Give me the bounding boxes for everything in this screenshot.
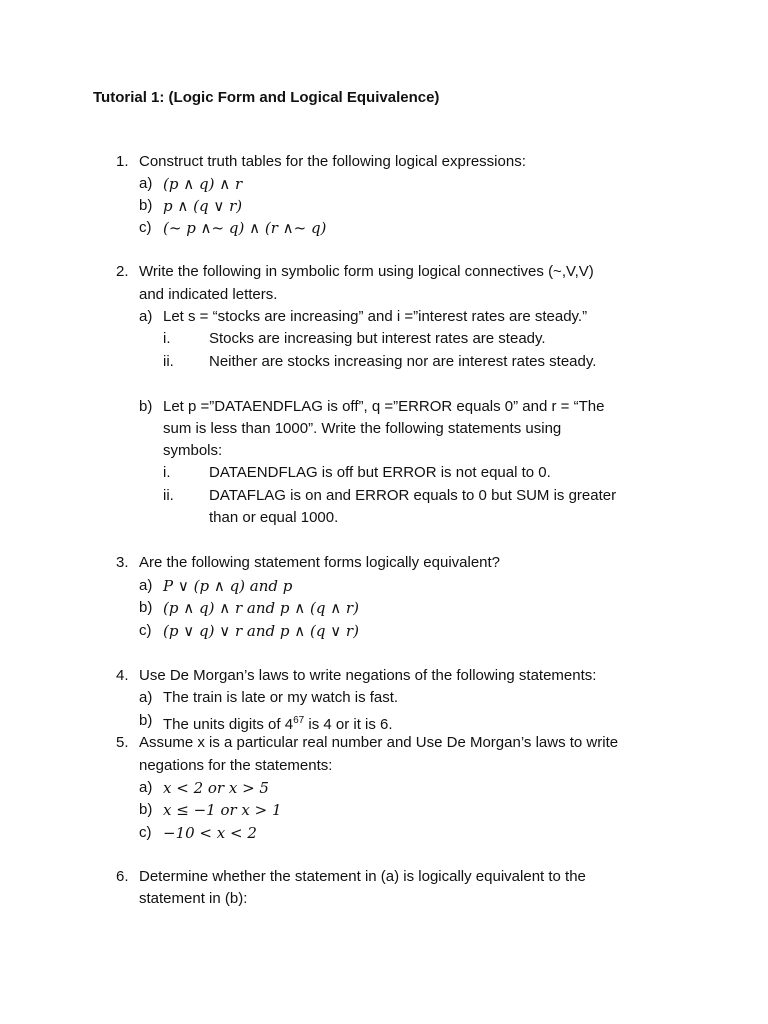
q1-b-label: b)	[139, 197, 153, 214]
q2-text-line1: Write the following in symbolic form using logical connectives (~,V,V)	[139, 263, 594, 280]
q2-a-i-label: i.	[163, 330, 171, 347]
q2-a-text: Let s = “stocks are increasing” and i =”interest rates are steady.”	[163, 308, 588, 325]
q5-b-expression: x ≤ −1 or x > 1	[163, 801, 282, 819]
q5-a-expression: x < 2 or x > 5	[163, 779, 269, 797]
q2-a-i-text: Stocks are increasing but interest rates are steady.	[209, 330, 546, 347]
q2-b-label: b)	[139, 398, 153, 415]
q2-a-ii-text: Neither are stocks increasing nor are interest rates steady.	[209, 353, 597, 370]
q4-b-text-pre: The units digits of 4	[163, 716, 294, 733]
q2-b-i-label: i.	[163, 464, 171, 481]
q2-b-ii-text-line1: DATAFLAG is on and ERROR equals to 0 but SUM is greater	[209, 487, 617, 504]
q3-number: 3.	[116, 554, 129, 571]
q4-b-text	[163, 711, 393, 735]
q2-b-ii-label: ii.	[163, 487, 174, 504]
q5-c-expression: −10 < x < 2	[163, 824, 257, 842]
q1-a-expression: (p ∧ q) ∧ r	[163, 175, 243, 193]
q2-a-ii-label: ii.	[163, 353, 174, 370]
q2-b-text-line2: sum is less than 1000”. Write the following statements using	[163, 420, 562, 437]
q6-number: 6.	[116, 868, 129, 885]
q4-b-exponent: 67	[293, 715, 305, 726]
q1-text: Construct truth tables for the following logical expressions:	[139, 153, 526, 170]
q3-a-label: a)	[139, 577, 153, 594]
q5-b-label: b)	[139, 801, 153, 818]
q4-b-label: b)	[139, 712, 153, 729]
q5-number: 5.	[116, 734, 129, 751]
q2-b-text-line3: symbols:	[163, 442, 223, 459]
q2-number: 2.	[116, 263, 129, 280]
q3-c-expression: (p ∨ q) ∨ r and p ∧ (q ∨ r)	[163, 622, 359, 640]
q3-c-label: c)	[139, 622, 152, 639]
q2-b-i-text: DATAENDFLAG is off but ERROR is not equal to 0.	[209, 464, 551, 481]
q2-a-label: a)	[139, 308, 153, 325]
q2-b-text-line1: Let p =”DATAENDFLAG is off”, q =”ERROR equals 0” and r = “The	[163, 398, 605, 415]
q6-text-line2: statement in (b):	[139, 890, 248, 907]
q5-text-line2: negations for the statements:	[139, 757, 333, 774]
page-title: Tutorial 1: (Logic Form and Logical Equivalence)	[93, 89, 440, 106]
q1-b-expression: p ∧ (q ∨ r)	[163, 197, 243, 215]
q3-text: Are the following statement forms logically equivalent?	[139, 554, 501, 571]
q1-a-label: a)	[139, 175, 153, 192]
q2-text-line2: and indicated letters.	[139, 286, 278, 303]
q5-c-label: c)	[139, 824, 152, 841]
q5-text-line1: Assume x is a particular real number and Use De Morgan’s laws to write	[139, 734, 619, 751]
q6-text-line1: Determine whether the statement in (a) is logically equivalent to the	[139, 868, 586, 885]
q2-b-ii-text-line2: than or equal 1000.	[209, 509, 339, 526]
q4-a-label: a)	[139, 689, 153, 706]
q3-b-label: b)	[139, 599, 153, 616]
q1-number: 1.	[116, 153, 129, 170]
q4-number: 4.	[116, 667, 129, 684]
q4-text: Use De Morgan’s laws to write negations of the following statements:	[139, 667, 597, 684]
q4-a-text: The train is late or my watch is fast.	[163, 689, 399, 706]
q1-c-label: c)	[139, 219, 152, 236]
q5-a-label: a)	[139, 779, 153, 796]
q4-b-text-post: is 4 or it is 6.	[304, 716, 393, 733]
q3-a-expression: P ∨ (p ∧ q) and p	[163, 577, 293, 595]
q3-b-expression: (p ∧ q) ∧ r and p ∧ (q ∧ r)	[163, 599, 359, 617]
q1-c-expression: (~ p ∧~ q) ∧ (r ∧~ q)	[163, 219, 327, 237]
